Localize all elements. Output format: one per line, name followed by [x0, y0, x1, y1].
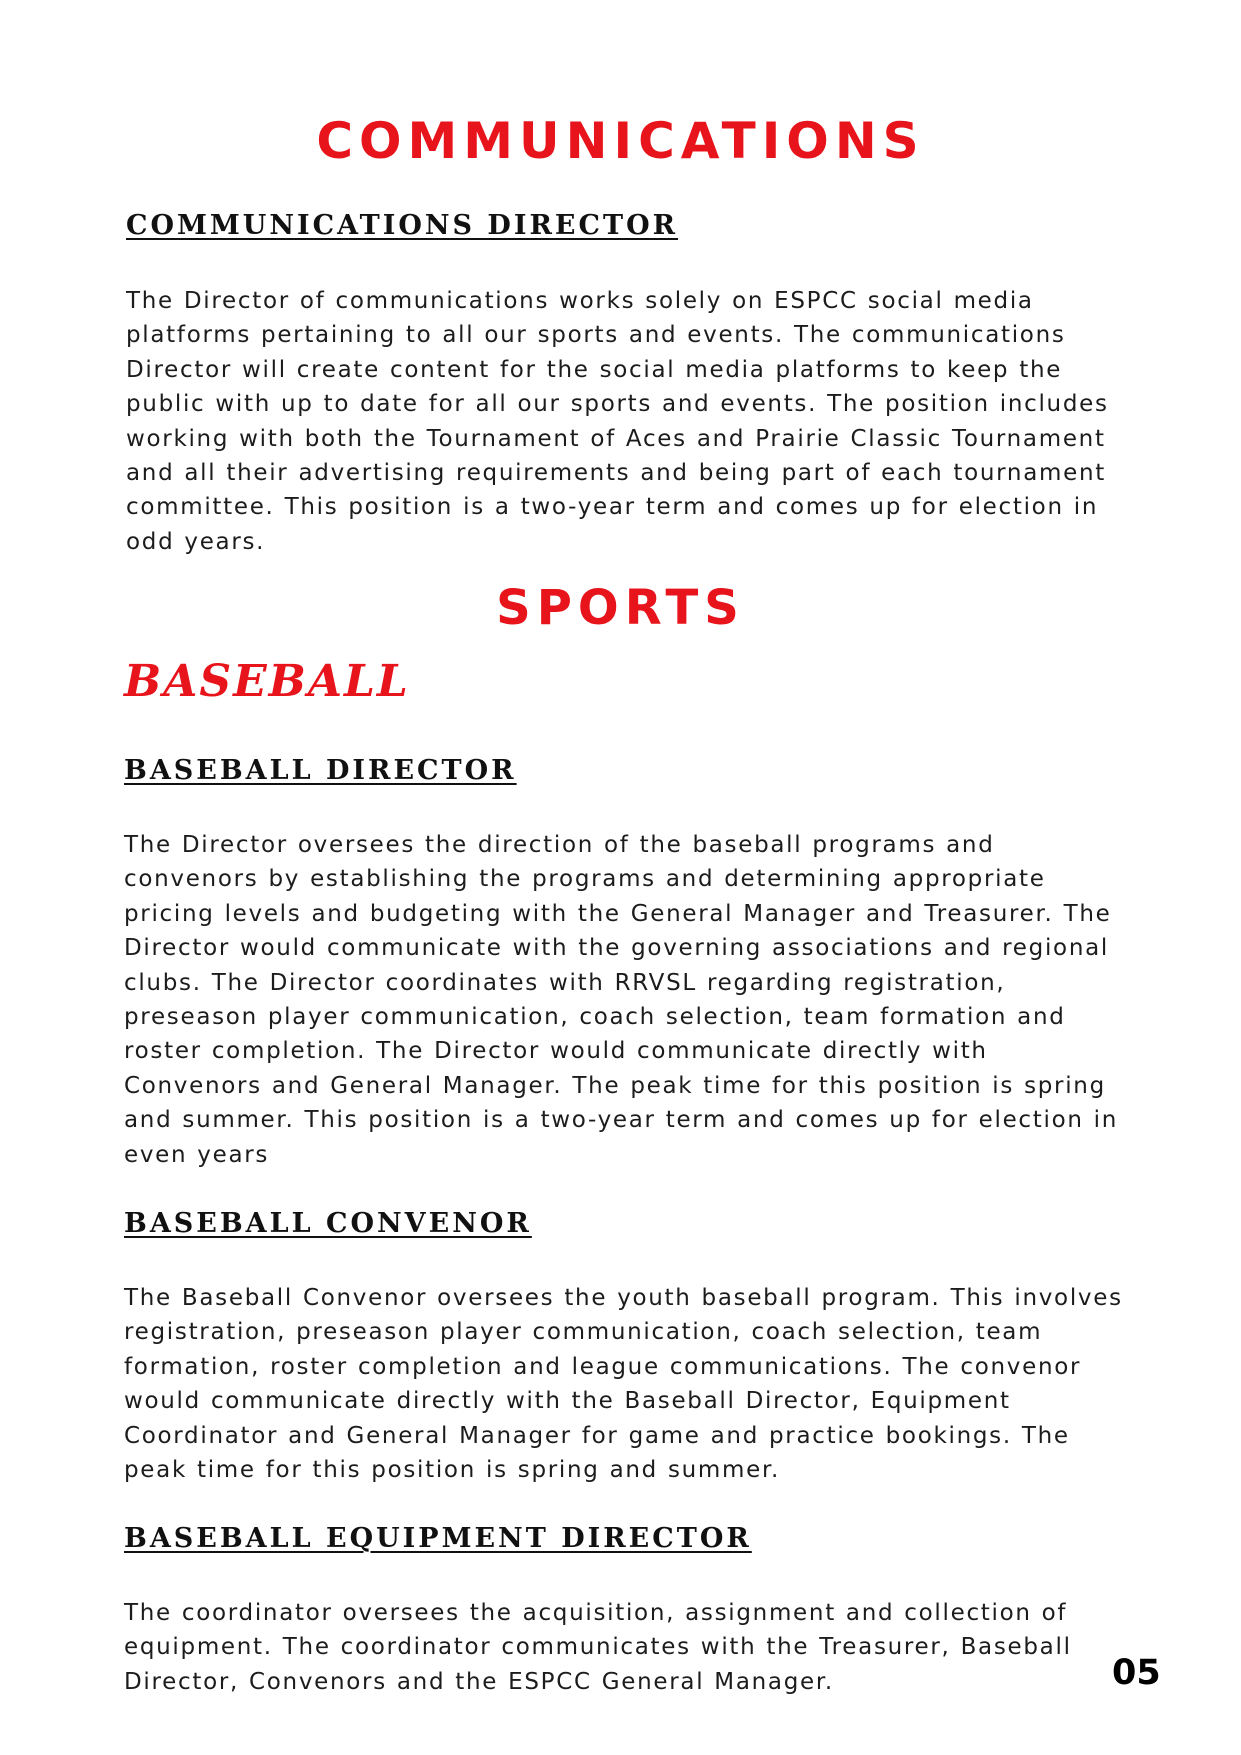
role-heading-baseball-convenor: BASEBALL CONVENOR: [124, 1208, 532, 1239]
page-number: 05: [1112, 1653, 1161, 1693]
role-description-baseball-equipment-director: The coordinator oversees the acquisition, assignment and collection of equipment. The coordinator communicates with the Treasurer, Baseball Director, Convenors and the ESPCC General Manager.: [124, 1600, 1072, 1695]
role-heading-baseball-equipment-director: BASEBALL EQUIPMENT DIRECTOR: [124, 1523, 752, 1554]
section-title-communications: COMMUNICATIONS: [316, 112, 925, 170]
role-heading-baseball-director: BASEBALL DIRECTOR: [124, 755, 517, 786]
sport-heading-baseball: BASEBALL: [124, 656, 410, 707]
role-description-communications-director: The Director of communications works solely on ESPCC social media platforms pertaining to all our sports and events. The communications Director will create content for the social media platforms to keep the public with up to date for all our sports and events. The position includes working with both the Tournament of Aces and Prairie Classic Tournament and all their advertising requirements and being part of each tournament committee. This position is a two-year term and comes up for election in odd years.: [126, 288, 1109, 555]
role-description-baseball-convenor: The Baseball Convenor oversees the youth baseball program. This involves registration, preseason player communication, coach selection, team formation, roster completion and league communications. The convenor would communicate directly with the Baseball Director, Equipment Coordinator and General Manager for game and practice bookings. The peak time for this position is spring and summer.: [124, 1285, 1123, 1484]
section-title-sports: SPORTS: [496, 580, 745, 636]
role-description-baseball-director: The Director oversees the direction of the baseball programs and convenors by establishing the programs and determining appropriate pricing levels and budgeting with the General Manager and Treasurer. The Director would communicate with the governing associations and regional clubs. The Director coordinates with RRVSL regarding registration, preseason player communication, coach selection, team formation and roster completion. The Director would communicate directly with Convenors and General Manager. The peak time for this position is spring and summer. This position is a two-year term and comes up for election in even years: [124, 832, 1119, 1168]
role-heading-communications-director: COMMUNICATIONS DIRECTOR: [126, 210, 679, 241]
